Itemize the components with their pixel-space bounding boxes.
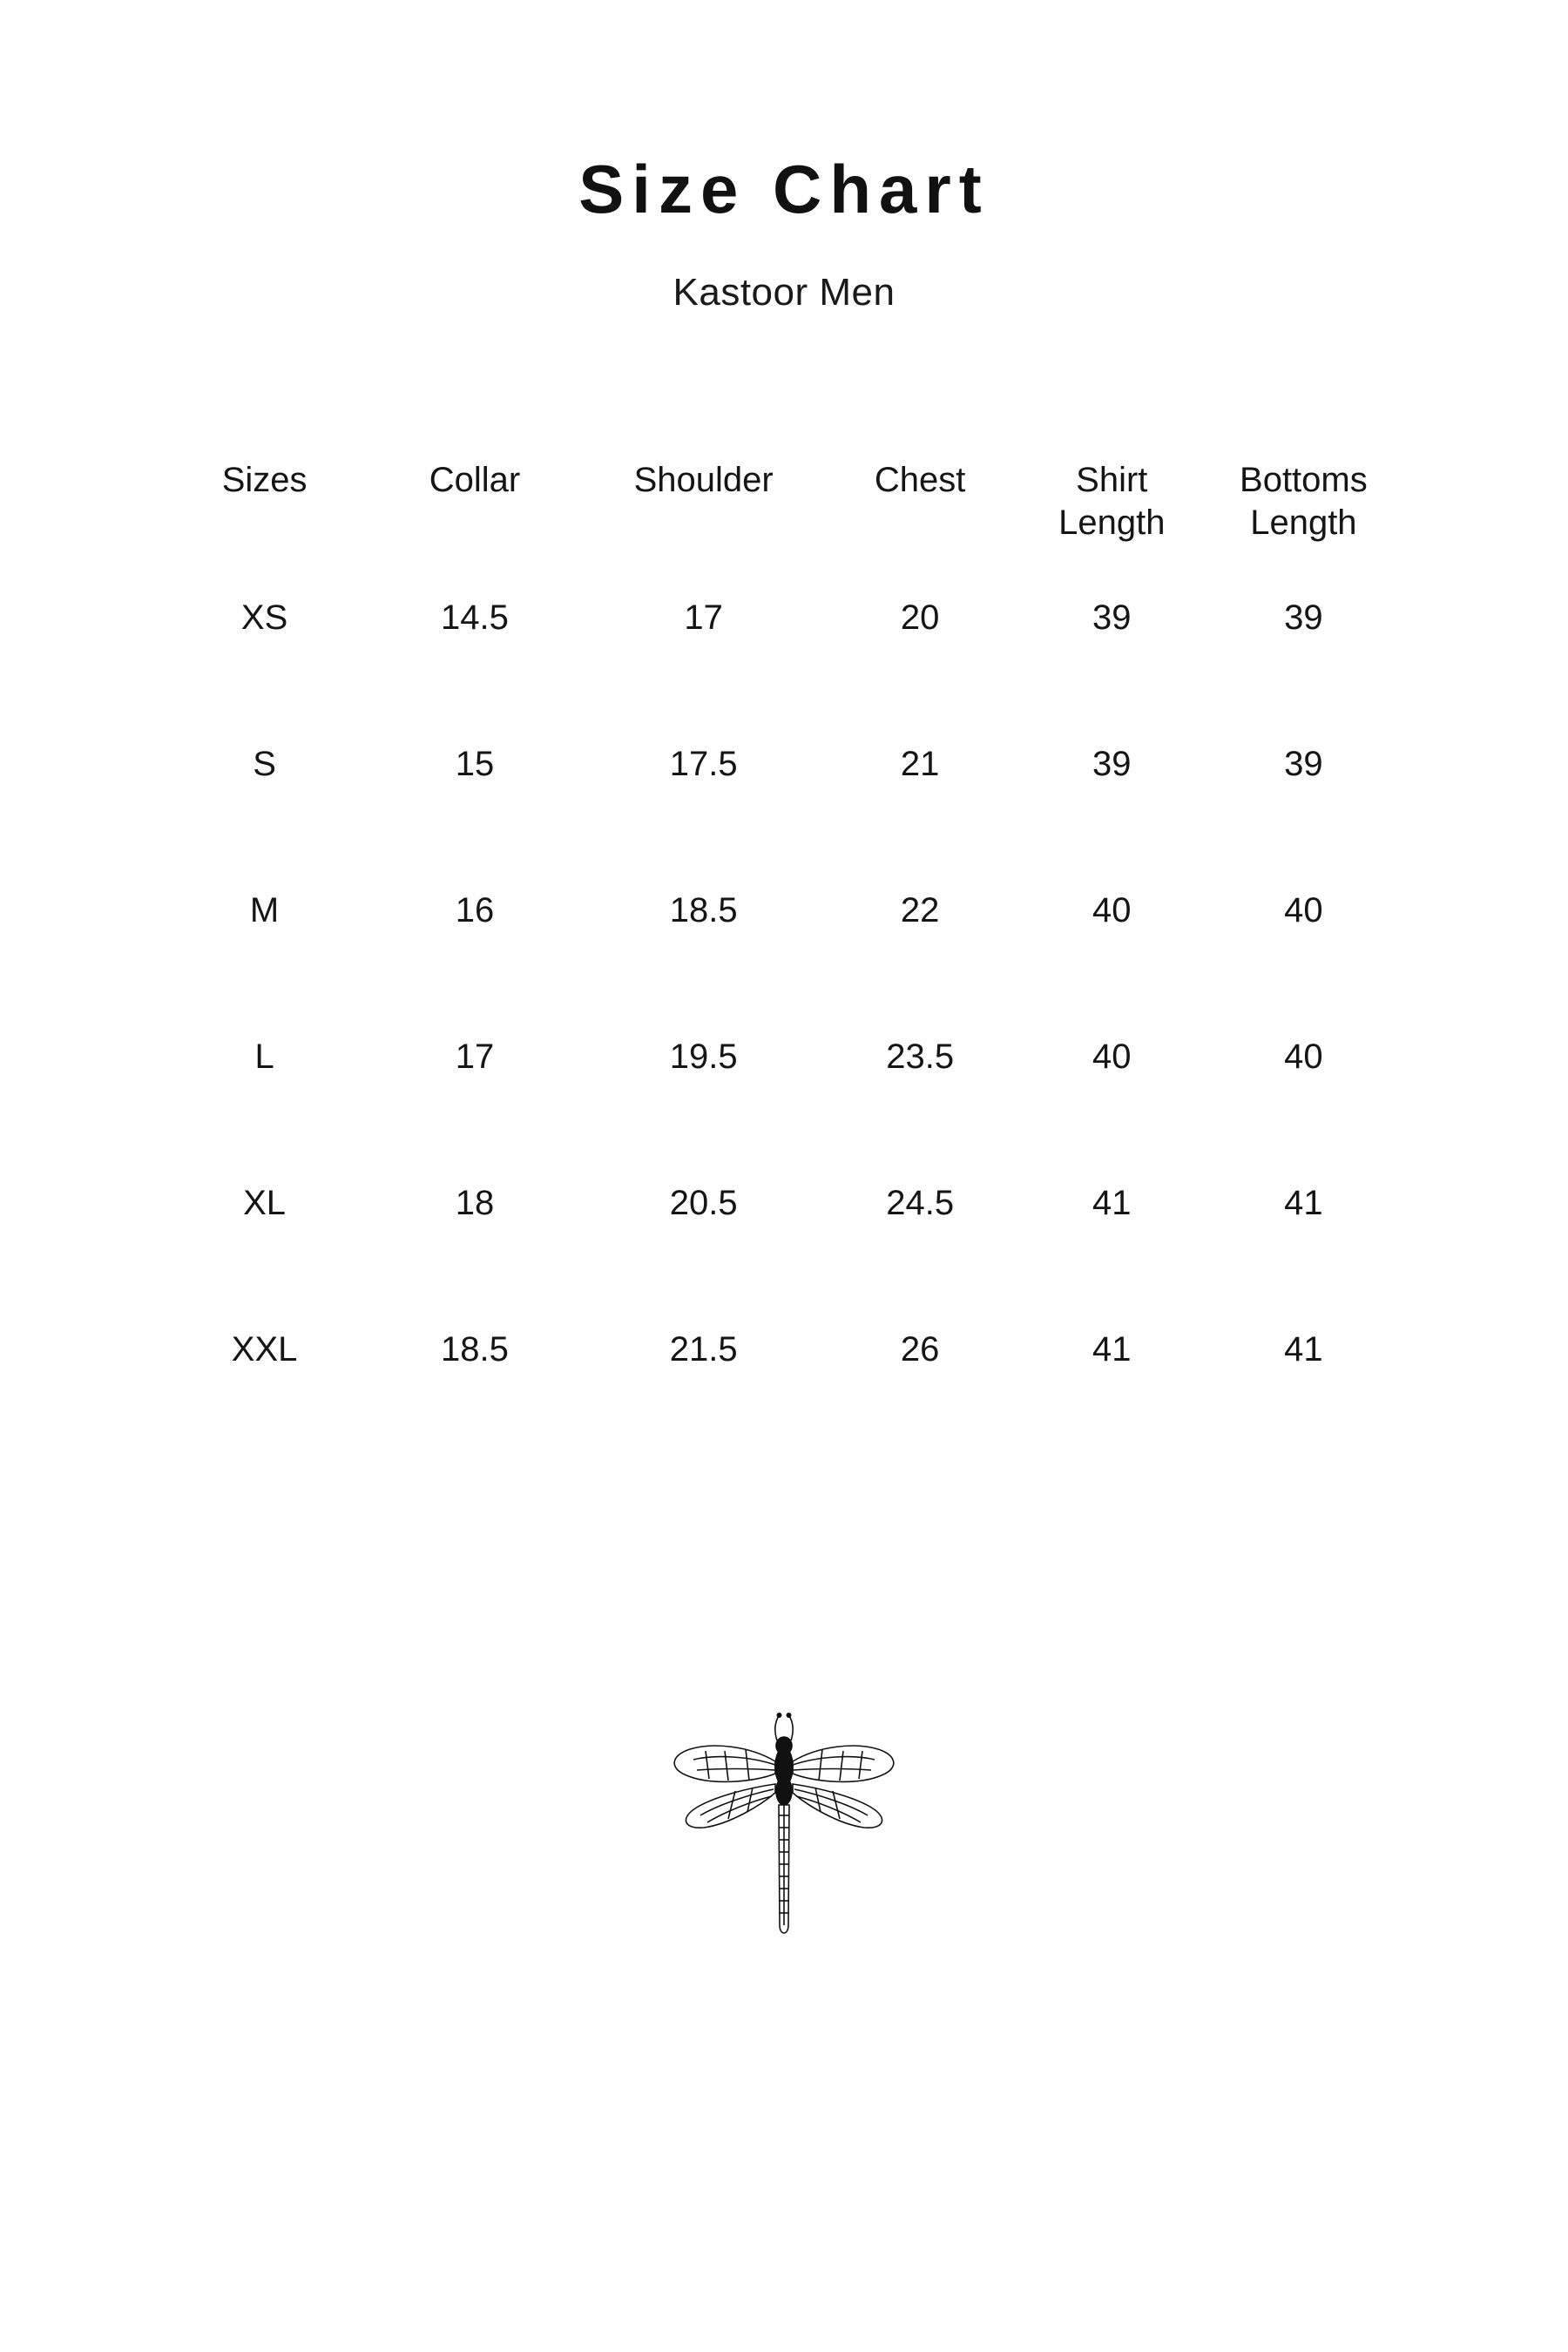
cell-shirt-length: 41 xyxy=(1092,1183,1132,1222)
dragonfly-icon xyxy=(645,1707,923,1960)
table-row xyxy=(166,1158,1402,1304)
cell-shirt-length: 40 xyxy=(1092,890,1132,929)
cell-bottoms-length: 40 xyxy=(1284,890,1323,929)
cell-bottoms-length: 41 xyxy=(1284,1329,1323,1369)
cell-chest: 20 xyxy=(900,598,940,637)
column-header-chest: Chest xyxy=(874,460,966,499)
cell-bottoms-length: 39 xyxy=(1284,744,1323,783)
table-row xyxy=(166,865,1402,1011)
cell-size: M xyxy=(249,890,280,929)
cell-bottoms-length: 41 xyxy=(1284,1183,1323,1222)
cell-collar: 18 xyxy=(455,1183,495,1222)
cell-shirt-length: 41 xyxy=(1092,1329,1132,1369)
size-table-container xyxy=(0,454,1568,1450)
table-row xyxy=(166,1011,1402,1158)
cell-shirt-length: 39 xyxy=(1092,744,1132,783)
cell-size: XXL xyxy=(231,1329,298,1369)
table-row xyxy=(166,1304,1402,1450)
table-row xyxy=(166,572,1402,719)
cell-shoulder: 17 xyxy=(684,598,723,637)
table-header-row xyxy=(166,454,1402,572)
cell-collar: 16 xyxy=(455,890,495,929)
cell-shirt-length: 40 xyxy=(1092,1037,1132,1076)
cell-shoulder: 21.5 xyxy=(669,1329,738,1369)
cell-shirt-length: 39 xyxy=(1092,598,1132,637)
cell-size: S xyxy=(253,744,276,783)
cell-size: XL xyxy=(243,1183,287,1222)
cell-chest: 22 xyxy=(900,890,940,929)
cell-bottoms-length: 40 xyxy=(1284,1037,1323,1076)
cell-shoulder: 17.5 xyxy=(669,744,738,783)
cell-chest: 21 xyxy=(900,744,940,783)
column-header-shoulder: Shoulder xyxy=(633,460,774,499)
cell-shoulder: 20.5 xyxy=(669,1183,738,1222)
column-header-bottoms-length: Bottoms Length xyxy=(1240,460,1368,542)
cell-bottoms-length: 39 xyxy=(1284,598,1323,637)
page-subtitle: Kastoor Men xyxy=(672,270,896,314)
column-header-collar: Collar xyxy=(429,460,521,499)
brand-logo xyxy=(0,1707,1568,1960)
column-header-shirt-length: Shirt Length xyxy=(1058,460,1166,542)
cell-collar: 18.5 xyxy=(441,1329,509,1369)
cell-size: L xyxy=(254,1037,274,1076)
column-header-sizes: Sizes xyxy=(221,460,308,499)
cell-collar: 14.5 xyxy=(441,598,509,637)
cell-chest: 26 xyxy=(900,1329,940,1369)
page-title: Size Chart xyxy=(578,151,990,227)
cell-collar: 17 xyxy=(455,1037,495,1076)
size-table xyxy=(166,454,1402,1450)
cell-chest: 24.5 xyxy=(886,1183,955,1222)
cell-collar: 15 xyxy=(455,744,495,783)
cell-chest: 23.5 xyxy=(886,1037,955,1076)
cell-size: XS xyxy=(240,598,288,637)
cell-shoulder: 19.5 xyxy=(669,1037,738,1076)
cell-shoulder: 18.5 xyxy=(669,890,738,929)
table-row xyxy=(166,719,1402,865)
